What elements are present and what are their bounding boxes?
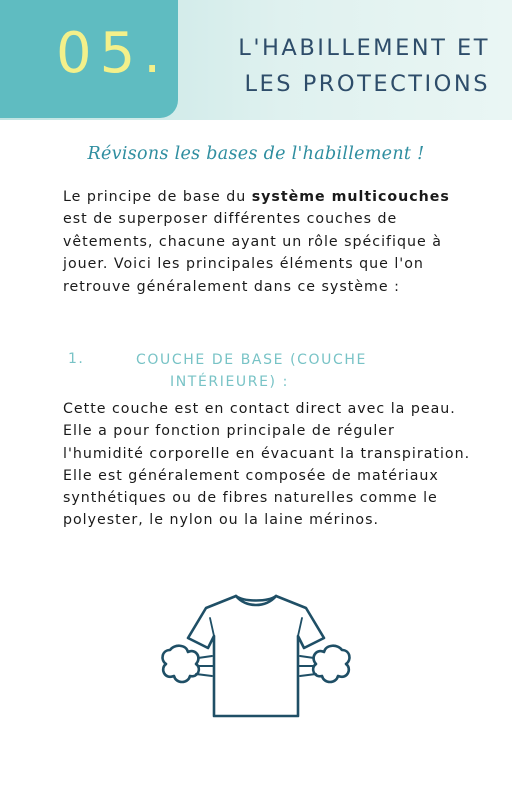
intro-text-start: Le principe de base du — [63, 189, 252, 205]
chapter-title-line2: LES PROTECTIONS — [244, 71, 490, 97]
section-subtitle: Révisons les bases de l'habillement ! — [87, 144, 425, 164]
intro-paragraph — [63, 186, 473, 298]
section-heading-line2: INTÉRIEURE) : — [170, 373, 289, 390]
chapter-header — [0, 0, 512, 120]
section-heading — [136, 350, 426, 393]
chapter-title — [238, 30, 490, 102]
chapter-number: 05. — [56, 21, 170, 86]
intro-bold-term: système multicouches — [251, 189, 450, 205]
chapter-number-block — [0, 0, 178, 118]
section-paragraph: Cette couche est en contact direct avec la peau. Elle a pour fonction principale de réguler l'humidité corporelle en évacuant la transpiration. Elle est généralement composée de matériaux synthétiques ou de fibres naturelles comme le polyester, le nylon ou la laine mérinos. — [63, 401, 471, 529]
section-heading-line1: COUCHE DE BASE (COUCHE — [136, 352, 367, 368]
section-number: 1. — [68, 351, 85, 367]
intro-text-end: est de superposer différentes couches de vêtements, chacune ayant un rôle spécifique à jouer. Voici les principales éléments que l'on retrouve généralement dans ce système : — [63, 211, 442, 295]
chapter-title-line1: L'HABILLEMENT ET — [238, 35, 490, 61]
t-shirt-icon — [158, 588, 354, 724]
